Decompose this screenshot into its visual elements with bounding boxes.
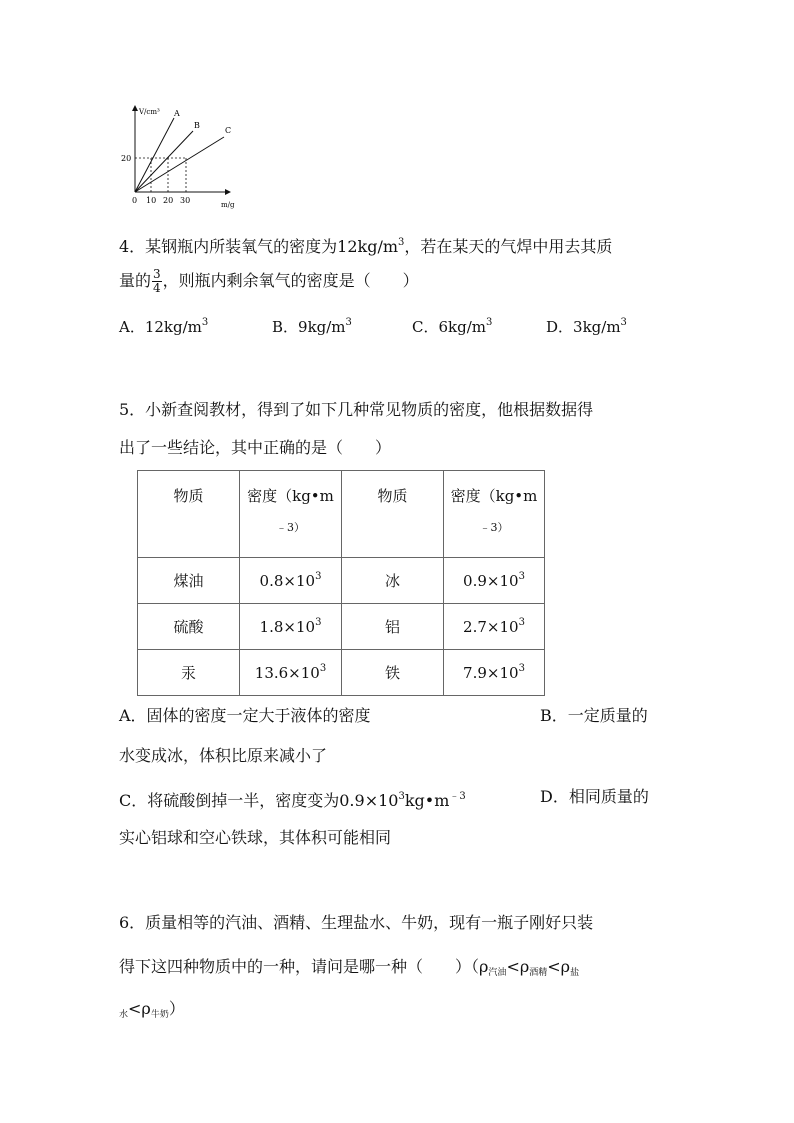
- table-header-cell: 密度（kg•m ﹣3）: [444, 471, 545, 558]
- q6-line3: $_水<\rho_{牛奶}$）: [119, 999, 185, 1020]
- q4-line1: 4．某钢瓶内所装氧气的密度为$12kg/m^3$，若在某天的气焊中用去其质: [119, 237, 613, 256]
- table-header-row: [138, 471, 545, 558]
- q4-option-a[interactable]: A．$12kg/m^3$: [119, 317, 209, 336]
- x-axis-label: m/g: [221, 201, 235, 209]
- q4-option-b[interactable]: B．$9kg/m^3$: [272, 317, 352, 336]
- q5-option-d-cont: 实心铝球和空心铁球，其体积可能相同: [119, 828, 392, 847]
- q5-option-d[interactable]: D．相同质量的: [540, 787, 649, 806]
- q5-option-b-cont: 水变成冰，体积比原来减小了: [119, 746, 328, 765]
- q4-option-c[interactable]: C．$6kg/m^3$: [412, 317, 493, 336]
- x-tick-label: 10: [146, 196, 157, 205]
- table-row: 煤油 $0.8\times 10^3$ 冰 $0.9\times 10^3$: [138, 558, 545, 604]
- q5-option-c[interactable]: C．将硫酸倒掉一半，密度变为$0.9\times 10^3kg•m^{﹣3}$: [119, 791, 466, 810]
- q4-option-d[interactable]: D．$3kg/m^3$: [546, 317, 627, 336]
- x-tick-label: 20: [163, 196, 174, 205]
- x-tick-label: 0: [132, 196, 138, 205]
- table-row: 硫酸 $1.8\times 10^3$ 铝 $2.7\times 10^3$: [138, 604, 545, 650]
- q5-line2: 出了一些结论，其中正确的是（ ）: [119, 438, 392, 457]
- line-a-label: A: [174, 109, 180, 118]
- q5-option-b[interactable]: B．一定质量的: [540, 706, 648, 725]
- y-axis-label: V/cm³: [139, 108, 160, 116]
- q5-option-a[interactable]: A．固体的密度一定大于液体的密度: [119, 706, 371, 725]
- q4-line2: 量的 $\frac{3}{4}$ ，则瓶内剩余氧气的密度是（ ）: [119, 267, 419, 295]
- line-c-label: C: [225, 126, 232, 135]
- table-header-cell: 物质: [138, 471, 240, 558]
- density-graph: [118, 100, 238, 212]
- table-row: 汞 $13.6\times 10^3$ 铁 $7.9\times 10^3$: [138, 650, 545, 696]
- x-tick-label: 30: [180, 196, 191, 205]
- table-header-cell: 物质: [342, 471, 444, 558]
- line-a: [135, 118, 174, 192]
- line-b-label: B: [194, 121, 200, 130]
- density-table: [137, 470, 545, 696]
- q5-line1: 5．小新查阅教材，得到了如下几种常见物质的密度，他根据数据得: [119, 400, 594, 419]
- q6-line1: 6．质量相等的汽油、酒精、生理盐水、牛奶，现有一瓶子刚好只装: [119, 913, 594, 932]
- table-header-cell: 密度（kg•m ﹣3）: [240, 471, 342, 558]
- fraction: $\frac{3}{4}$: [153, 267, 161, 295]
- q6-line2: 得下这四种物质中的一种，请问是哪一种（ ）（$\rho_{汽油}<\rho_{酒精}<\rho_盐$: [119, 957, 580, 978]
- y-tick-label: 20: [121, 154, 132, 163]
